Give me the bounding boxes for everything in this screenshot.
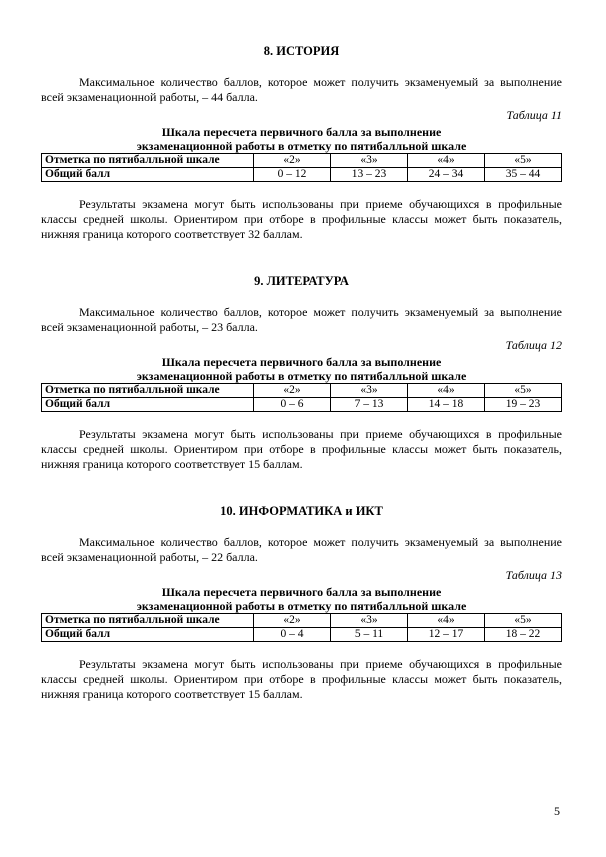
section-literature: [41, 274, 562, 472]
table-number: Таблица 12: [505, 338, 562, 352]
range-cell: 18 – 22: [485, 628, 562, 642]
range-cell: 5 – 11: [331, 628, 408, 642]
table-row: [42, 398, 562, 412]
grade-cell: «4»: [408, 614, 485, 628]
intro-paragraph: Максимальное количество баллов, которое может получить экзаменуемый за выполнение всей экзаменационной работы, – 44 балла.: [41, 75, 562, 104]
range-cell: 0 – 4: [254, 628, 331, 642]
grade-row-label: Отметка по пятибалльной шкале: [42, 614, 254, 628]
grade-cell: «4»: [408, 154, 485, 168]
score-table: [41, 383, 562, 412]
table-title-line2: экзаменационной работы в отметку по пятибалльной шкале: [136, 139, 467, 153]
grade-cell: «5»: [485, 614, 562, 628]
range-cell: 13 – 23: [331, 168, 408, 182]
grade-row-label: Отметка по пятибалльной шкале: [42, 154, 254, 168]
table-title-line1: Шкала пересчета первичного балла за выполнение: [161, 125, 442, 139]
section-heading: 8. ИСТОРИЯ: [263, 44, 340, 58]
table-number: Таблица 11: [506, 108, 562, 122]
grade-cell: «4»: [408, 384, 485, 398]
range-cell: 12 – 17: [408, 628, 485, 642]
table-row: [42, 614, 562, 628]
grade-cell: «2»: [254, 384, 331, 398]
score-row-label: Общий балл: [42, 398, 254, 412]
grade-cell: «5»: [485, 154, 562, 168]
range-cell: 7 – 13: [331, 398, 408, 412]
results-paragraph: Результаты экзамена могут быть использованы при приеме обучающихся в профильные классы средней школы. Ориентиром при отборе в профильные классы может быть показатель, нижняя граница которого соответствует 32 баллам.: [41, 197, 562, 241]
table-title-line1: Шкала пересчета первичного балла за выполнение: [161, 355, 442, 369]
range-cell: 0 – 6: [254, 398, 331, 412]
intro-paragraph: Максимальное количество баллов, которое может получить экзаменуемый за выполнение всей экзаменационной работы, – 23 балла.: [41, 305, 562, 334]
table-number: Таблица 13: [505, 568, 562, 582]
section-history: [41, 44, 562, 242]
grade-cell: «3»: [331, 154, 408, 168]
table-row: [42, 154, 562, 168]
score-row-label: Общий балл: [42, 168, 254, 182]
section-informatics: [41, 504, 562, 702]
table-title-line1: Шкала пересчета первичного балла за выполнение: [161, 585, 442, 599]
table-row: [42, 628, 562, 642]
intro-paragraph: Максимальное количество баллов, которое может получить экзаменуемый за выполнение всей экзаменационной работы, – 22 балла.: [41, 535, 562, 564]
score-table: [41, 613, 562, 642]
table-row: [42, 168, 562, 182]
grade-cell: «5»: [485, 384, 562, 398]
score-table: [41, 153, 562, 182]
results-paragraph: Результаты экзамена могут быть использованы при приеме обучающихся в профильные классы средней школы. Ориентиром при отборе в профильные классы может быть показатель, нижняя граница которого соответствует 15 баллам.: [41, 657, 562, 701]
range-cell: 35 – 44: [485, 168, 562, 182]
section-heading: 10. ИНФОРМАТИКА и ИКТ: [220, 504, 383, 518]
section-heading: 9. ЛИТЕРАТУРА: [254, 274, 349, 288]
grade-row-label: Отметка по пятибалльной шкале: [42, 384, 254, 398]
grade-cell: «3»: [331, 614, 408, 628]
table-row: [42, 384, 562, 398]
table-title-line2: экзаменационной работы в отметку по пятибалльной шкале: [136, 599, 467, 613]
score-row-label: Общий балл: [42, 628, 254, 642]
grade-cell: «2»: [254, 614, 331, 628]
range-cell: 14 – 18: [408, 398, 485, 412]
grade-cell: «3»: [331, 384, 408, 398]
grade-cell: «2»: [254, 154, 331, 168]
table-title-line2: экзаменационной работы в отметку по пятибалльной шкале: [136, 369, 467, 383]
results-paragraph: Результаты экзамена могут быть использованы при приеме обучающихся в профильные классы средней школы. Ориентиром при отборе в профильные классы может быть показатель, нижняя граница которого соответствует 15 баллам.: [41, 427, 562, 471]
range-cell: 0 – 12: [254, 168, 331, 182]
range-cell: 24 – 34: [408, 168, 485, 182]
page-number: 5: [554, 804, 560, 818]
range-cell: 19 – 23: [485, 398, 562, 412]
